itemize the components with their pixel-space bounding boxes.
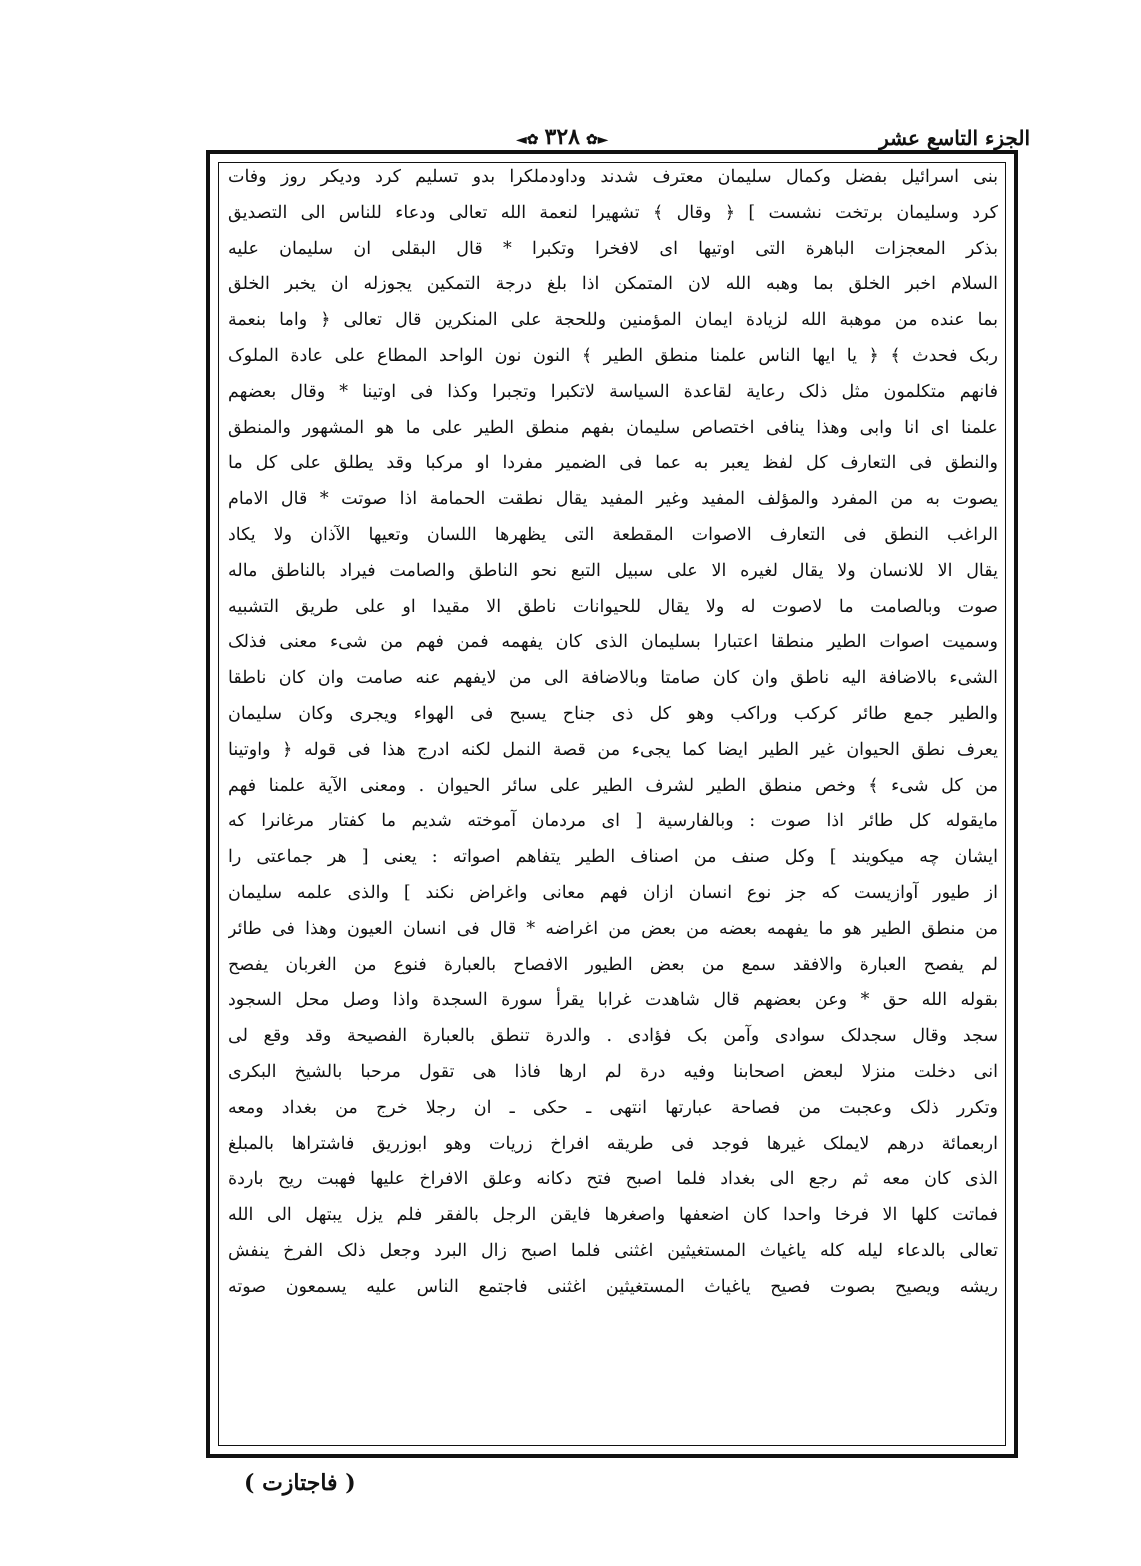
text-line: ریشه ویصیح بصوت فصیح یاغیاث المستغیثین اغثنی فاجتمع الناس علیه یسمعون صوته <box>228 1276 998 1297</box>
text-line: وتکرر ذلک وعجبت من فصاحة عبارتها انتهی ـ حکی ـ ان رجلا خرج من بغداد ومعه <box>228 1097 998 1118</box>
text-line: والطیر جمع طائر کرکب وراکب وهو کل ذی جناح یسبح فی الهواء ویجری وکان سلیمان <box>228 703 998 724</box>
text-line: لم یفصح العبارة والافقد سمع من بعض الطیور الافصاح بالعبارة فنوع من الغربان یفصح <box>228 954 998 975</box>
text-line: والنطق فی التعارف کل لفظ یعبر به عما فی الضمیر مفردا او مرکبا وقد یطلق علی کل ما <box>228 453 998 474</box>
volume-label: الجزء التاسع عشر <box>879 126 1030 150</box>
text-line: اربعمائة درهم لایملک غیرها فوجد فی طریقه افراخ زریات وهو ابوزریق فاشتراها بالمبلغ <box>228 1133 998 1154</box>
catchword: ( فاجتازت ) <box>244 1470 356 1496</box>
ornament-right-icon: ✿► <box>585 132 609 148</box>
text-line: بنی اسرائیل بفضل وکمال سلیمان معترف شدند وداودملکرا بدو تسلیم کرد ودیکر روز وفات <box>228 167 998 187</box>
text-line: السلام اخبر الخلق بما وهبه الله لان المتمکن اذا بلغ درجة التمکین یجوزله ان یخبر الخلق <box>228 274 998 295</box>
text-line: یصوت به من المفرد والمؤلف المفید وغیر المفید یقال نطقت الحمامة اذا صوتت * قال الامام <box>228 489 998 510</box>
text-line: از طیور آوازیست که جز نوع انسان ازان فهم معانی واغراض نکند ] والذی علمه سلیمان <box>228 882 998 903</box>
text-line: کرد وسلیمان برتخت نشست ] ﴿ وقال ﴾ تشهیرا لنعمة الله تعالی ودعاء للناس الی التصدیق <box>228 202 998 223</box>
text-line: ایشان چه میکویند ] وکل صنف من اصناف الطیر یتفاهم اصواته : یعنی [ هر جماعتی را <box>228 847 998 868</box>
text-line: بما عنده من موهبة الله لزیادة ایمان المؤمنین وللحجة علی المنکرین قال تعالی ﴿ واما بنعمة <box>228 310 998 331</box>
text-line: انی دخلت منزلا لبعض اصحابنا وفیه درة لم ارها فاذا هی تقول مرحبا بالشیخ البکری <box>228 1061 998 1082</box>
text-line: الراغب النطق فی التعارف الاصوات المقطعة التی یظهرها اللسان وتعیها الآذان ولا یکاد <box>228 524 998 545</box>
page-number <box>510 124 614 150</box>
text-line: الذی کان معه ثم رجع الی بغداد فلما اصبح فتح دکانه وعلق الافراخ علیها فهبت ریح باردة <box>228 1169 998 1190</box>
text-line: فماتت کلها الا فرخا واحدا کان اضعفها واصغرها فایقن الرجل بالفقر فلم یزل یبتهل الی الله <box>228 1205 998 1226</box>
text-line: علمنا ای انا وابی وهذا ینافی اختصاص سلیمان بفهم منطق الطیر علی ما هو المشهور والمنطق <box>228 417 998 438</box>
text-line: سجد وقال سجدلک سوادی وآمن بک فؤادی . والدرة تنطق بالعبارة الفصیحة وقد وقع لی <box>228 1026 998 1047</box>
text-line: الشیء بالاضافة الیه ناطق وان کان صامتا وبالاضافة الی من لایفهم عنه صامت وان کان ناطقا <box>228 668 998 689</box>
text-line: وسمیت اصوات الطیر منطقا اعتبارا بسلیمان الذی کان یفهمه فمن فهم من شیء معنی فذلک <box>228 632 998 653</box>
text-line: یقال الا للانسان ولا یقال لغیره الا علی سبیل التبع نحو الناطق والصامت فیراد بالناطق ماله <box>228 560 998 581</box>
text-line: من کل شیء ﴾ وخص منطق الطیر لشرف الطیر علی سائر الحیوان . ومعنی الآیة علمنا فهم <box>228 775 998 796</box>
text-line: صوت وبالصامت ما لاصوت له ولا یقال للحیوانات ناطق الا مقیدا او علی طریق التشبیه <box>228 596 998 617</box>
text-line: من منطق الطیر هو ما یفهمه بعضه من بعض من اغراضه * قال فی انسان العیون وهذا فی طائر <box>228 918 998 939</box>
text-body <box>228 160 998 1450</box>
text-line: تعالی بالدعاء لیله کله یاغیاث المستغیثین اغثنی فلما اصبح زال البرد وجعل ذلک الفرخ ینفش <box>228 1240 998 1261</box>
text-line: مایقوله کل طائر اذا صوت : وبالفارسیة [ ای مردمان آموخته شدیم ما کفتار مرغانرا که <box>228 811 998 832</box>
text-line: ربک فحدث ﴾ ﴿ یا ایها الناس علمنا منطق الطیر ﴾ النون نون الواحد المطاع علی عادة الملوک <box>228 345 998 366</box>
ornament-left-icon: ◄✿ <box>516 132 539 148</box>
page-number-value: ٣٢٨ <box>544 124 580 150</box>
text-line: یعرف نطق الحیوان غیر الطیر ایضا کما یجیء من قصة النمل لکنه ادرج هذا فی قوله ﴿ واوتینا <box>228 739 998 760</box>
text-line: بذکر المعجزات الباهرة التی اوتیها ای لافخرا وتکبرا * قال البقلی ان سلیمان علیه <box>228 238 998 259</box>
text-line: بقوله الله حق * وعن بعضهم قال شاهدت غرابا یقرأ سورة السجدة واذا وصل محل السجود <box>228 990 998 1011</box>
text-line: فانهم متکلمون مثل ذلک رعایة لقاعدة السیاسة لاتکبرا وتجبرا وکذا فی اوتینا * وقال بعضهم <box>228 381 998 402</box>
